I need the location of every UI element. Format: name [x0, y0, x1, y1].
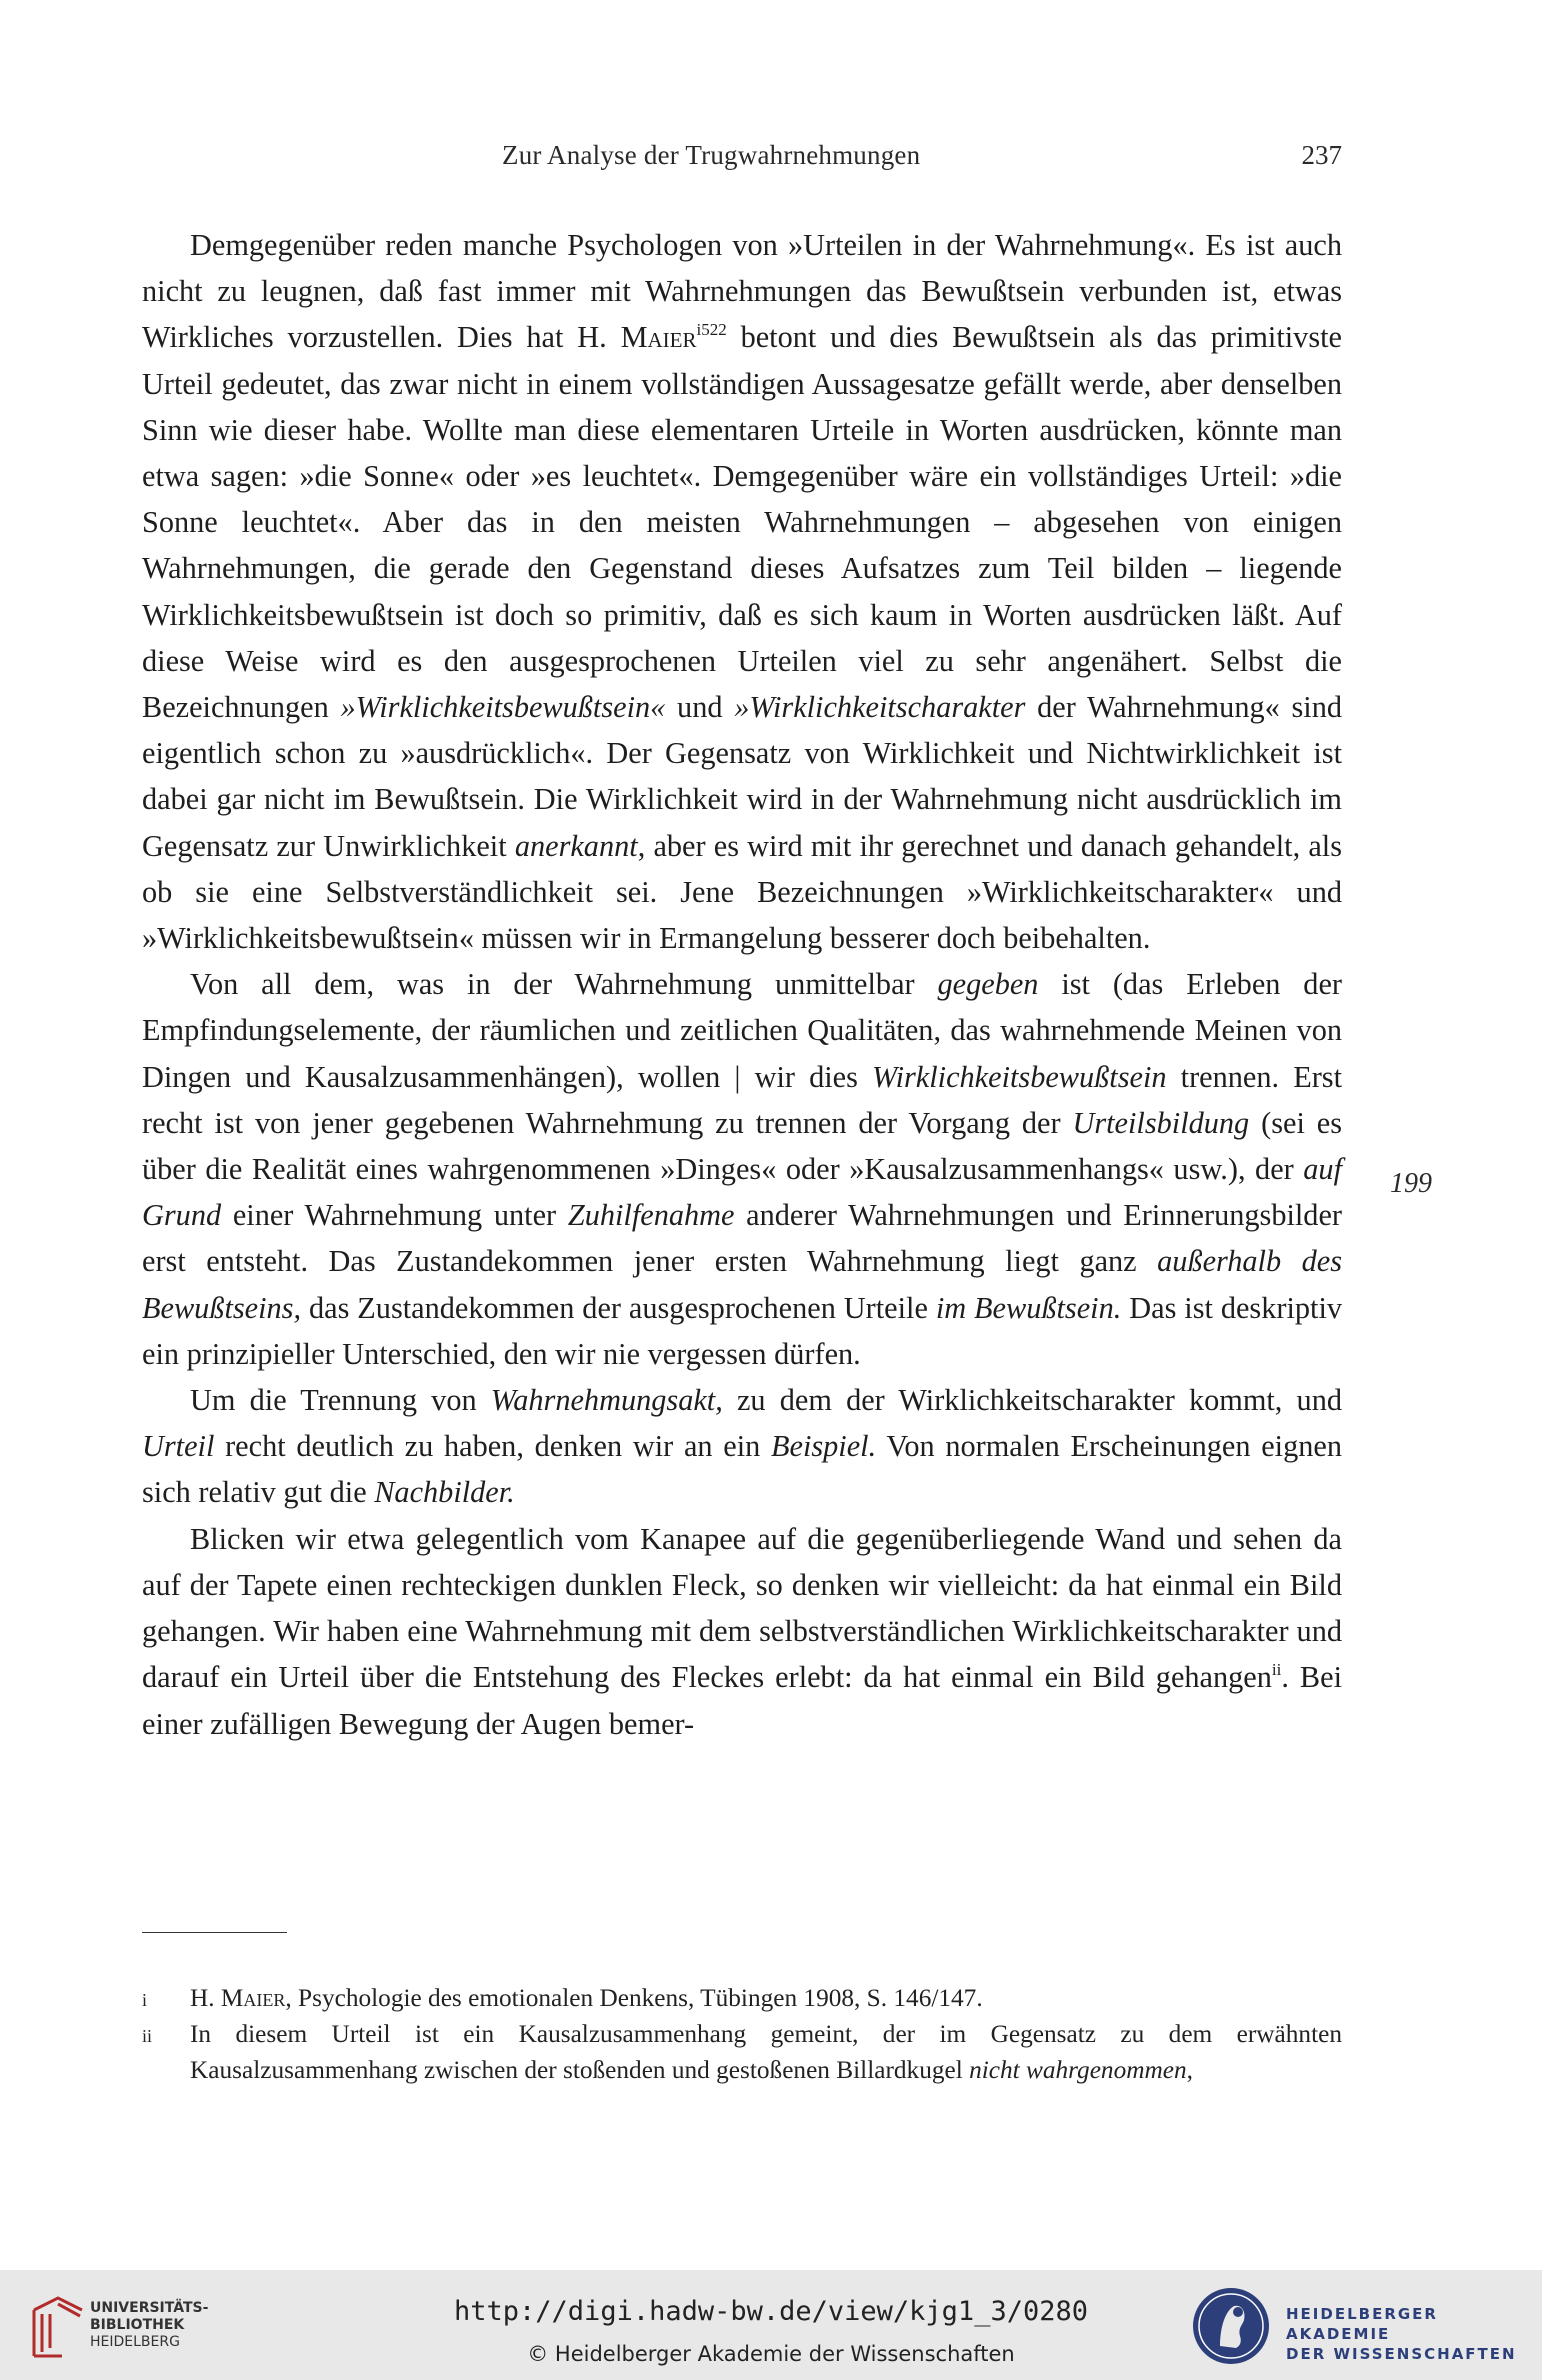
footnote-ref-ii[interactable]: ii [1271, 1660, 1282, 1680]
paragraph-4: Blicken wir etwa gelegentlich vom Kanapee auf die gegenüberliegende Wand und sehen da auf der Tapete einen rechteckigen dunklen Fleck, so denken wir vielleicht: da hat einmal ein Bild gehangen. Wir haben eine Wahrnehmung mit dem selbstverständlichen Wirklichkeitscharakter und darauf ein Urteil über die Entstehung des Fleckes erlebt: da hat einmal ein Bild gehangen$^{ii}$. Bei einer zufälligen Bewegung der Augen bemer- [142, 1521, 1342, 1741]
university-library-name[interactable]: UNIVERSITÄTS- BIBLIOTHEK HEIDELBERG [90, 2300, 209, 2350]
running-header [142, 140, 1342, 180]
paragraph-3: Um die Trennung von Wahrnehmungsakt, zu dem der Wirklichkeitscharakter kommt, und Urteil recht deutlich zu haben, denken wir an ein Beispiel. Von normalen Erscheinungen eignen sich relativ gut die Nachbilder. [142, 1383, 1343, 1510]
permalink-url[interactable]: http://digi.hadw-bw.de/view/kjg1_3/0280 [454, 2296, 1088, 2327]
running-title: Zur Analyse der Trugwahrnehmungen [502, 140, 921, 170]
margin-page-number: 199 [1390, 1168, 1432, 1199]
footnotes [142, 1980, 1342, 2088]
footnote-ii: ii In diesem Urteil ist ein Kausalzusammenhang gemeint, der im Gegensatz zu dem erwähnten Kausalzusammenhang zwischen der stoßenden und gestoßenen Billardkugel nicht wahrgenommen, [142, 2020, 1342, 2084]
paragraph-1: Demgegenüber reden manche Psychologen von »Urteilen in der Wahrnehmung«. Es ist auch nicht zu leugnen, daß fast immer mit Wahrnehmungen das Bewußtsein verbunden ist, etwas Wirkliches vorzustellen. Dies hat H. Maier$^{i522}$ betont und dies Bewußtsein als das primitivste Urteil gedeutet, das zwar nicht in einem vollständigen Aussagesatze gefällt werde, aber denselben Sinn wie dieser habe. Wollte man diese elementaren Urteile in Worten ausdrücken, könnte man etwa sagen: »die Sonne« oder »es leuchtet«. Demgegenüber wäre ein vollständiges Urteil: »die Sonne leuchtet«. Aber das in den meisten Wahrnehmungen – abgesehen von einigen Wahrnehmungen, die gerade den Gegenstand dieses Aufsatzes zum Teil bilden – liegende Wirklichkeitsbewußtsein ist doch so primitiv, daß es sich kaum in Worten ausdrücken läßt. Auf diese Weise wird es den ausgesprochenen Urteilen viel zu sehr angenähert. Selbst die Bezeichnungen »Wirklichkeitsbewußtsein« und »Wirklichkeitscharakter der Wahrnehmung« sind eigentlich schon zu »ausdrücklich«. Der Gegensatz von Wirklichkeit und Nichtwirklichkeit ist dabei gar nicht im Bewußtsein. Die Wirklichkeit wird in der Wahrnehmung nicht ausdrücklich im Gegensatz zur Unwirklichkeit anerkannt, aber es wird mit ihr gerechnet und danach gehandelt, als ob sie eine Selbstverständlichkeit sei. Jene Bezeichnungen »Wirklichkeitscharakter« und »Wirklichkeitsbewußtsein« müssen wir in Ermangelung besserer doch beibehalten. [142, 228, 1343, 956]
copyright-notice: © Heidelberger Akademie der Wissenschaften [527, 2342, 1015, 2366]
author-name: Maier [620, 320, 697, 355]
academy-seal-icon[interactable] [1190, 2282, 1272, 2370]
footnote-ref-i[interactable]: i522 [696, 320, 727, 340]
academy-name[interactable]: HEIDELBERGER AKADEMIE DER WISSENSCHAFTEN [1286, 2305, 1517, 2363]
footnote-mark: ii [142, 2026, 153, 2046]
main-text [142, 222, 1342, 1747]
page-number: 237 [1301, 140, 1342, 170]
footnote-rule [142, 1932, 287, 1933]
footnote-i: i H. Maier, Psychologie des emotionalen Denkens, Tübingen 1908, S. 146/147. [142, 1980, 1342, 2016]
footnote-mark: i [142, 1990, 148, 2010]
paragraph-2: Von all dem, was in der Wahrnehmung unmittelbar gegeben ist (das Erleben der Empfindungselemente, der räumlichen und zeitlichen Qualitäten, das wahrnehmende Meinen von Dingen und Kausalzusammenhängen), wollen | wir dies Wirklichkeitsbewußtsein trennen. Erst recht ist von jener gegebenen Wahrnehmung zu trennen der Vorgang der Urteilsbildung (sei es über die Realität eines wahrgenommenen »Dinges« oder »Kausalzusammenhangs« usw.), der auf Grund einer Wahrnehmung unter Zuhilfenahme anderer Wahrnehmungen und Erinnerungsbilder erst entsteht. Das Zustandekommen jener ersten Wahrnehmung liegt ganz außerhalb des Bewußtseins, das Zustandekommen der ausgesprochenen Urteile im Bewußtsein. Das ist deskriptiv ein prinzipieller Unterschied, den wir nie vergessen dürfen. [142, 967, 1343, 1371]
